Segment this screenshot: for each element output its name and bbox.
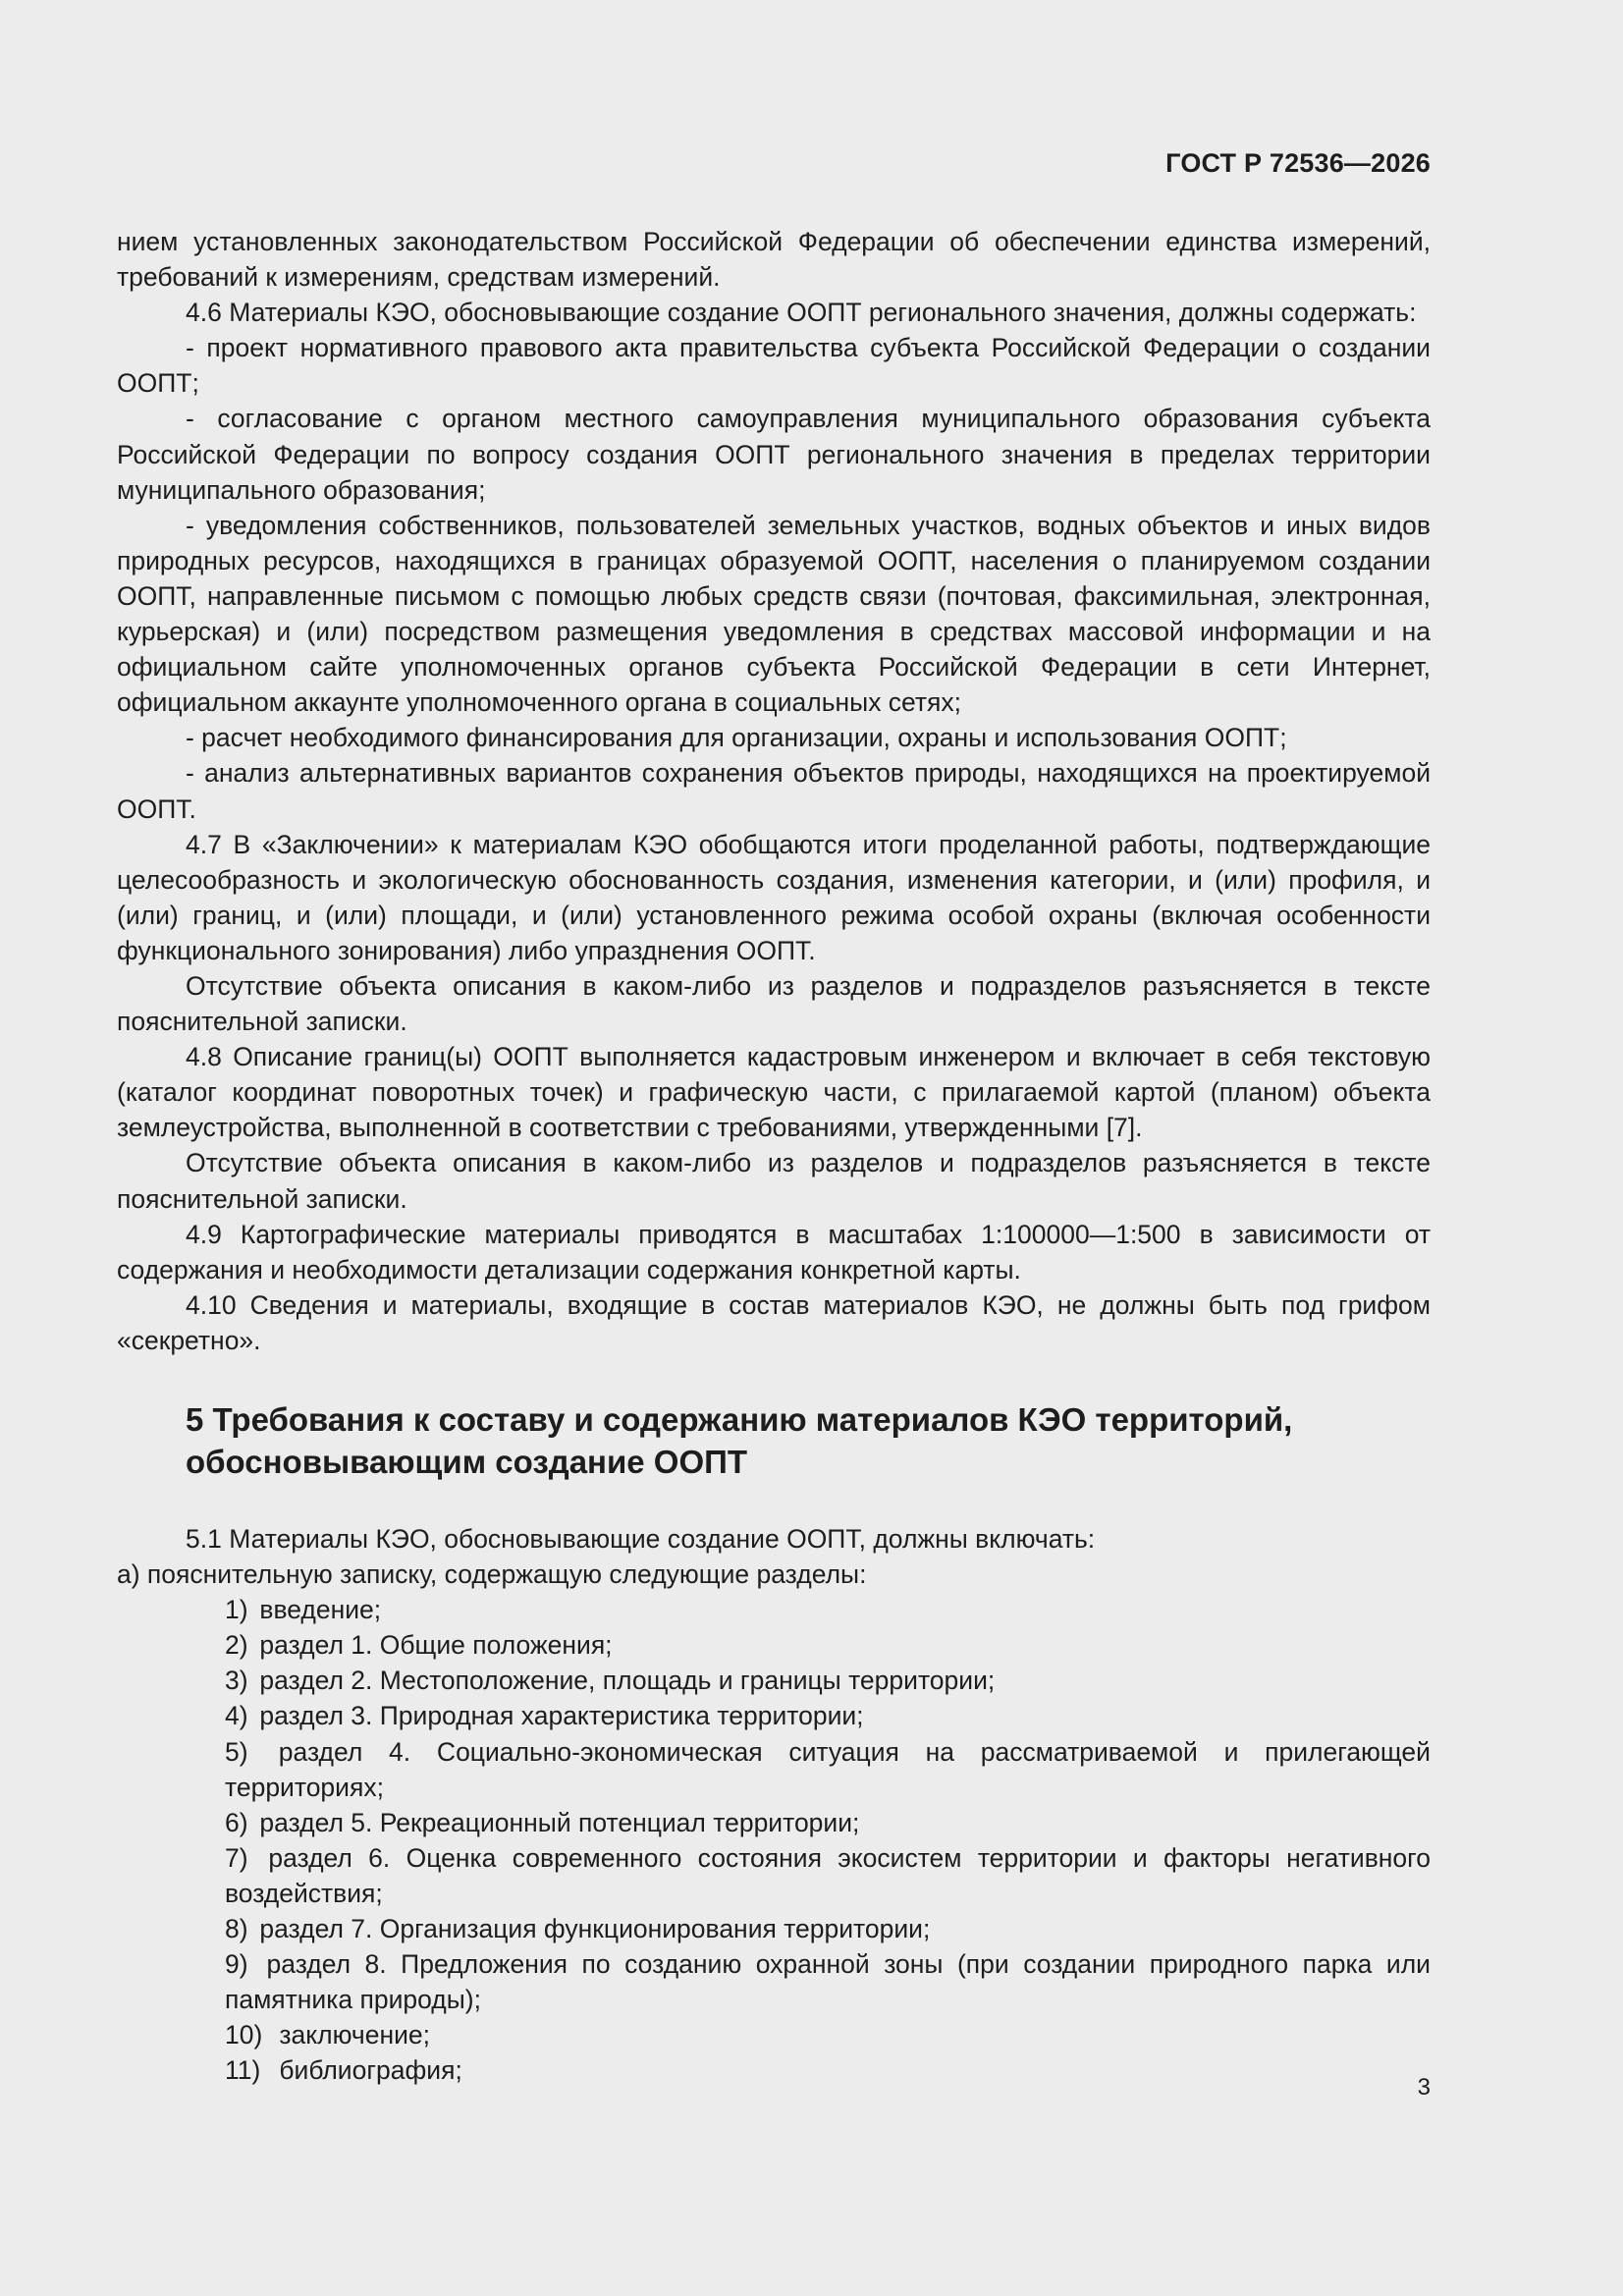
list-item-number: 10): [225, 2020, 263, 2050]
section-5-heading-line-1: 5 Требования к составу и содержанию материалов КЭО территорий,: [186, 1401, 1293, 1438]
list-item-number: 6): [225, 1807, 248, 1837]
list-item-text: раздел 2. Местоположение, площадь и границы территории;: [259, 1666, 996, 1696]
clause-4-8: 4.8 Описание границ(ы) ООПТ выполняется кадастровым инженером и включает в себя текстовую (каталог координат поворотных точек) и графическую части, с прилагаемой картой (планом) объекта землеустройства, выполненной в соответствии с требованиями, утвержденными [7].: [117, 1042, 1431, 1143]
list-item: [225, 1805, 1431, 1840]
clause-4-6-item-2: - согласование с органом местного самоуправления муниципального образования субъекта Российской Федерации по вопросу создания ООПТ регионального значения в пределах территории муниципального образования;: [117, 404, 1431, 505]
document-header: ГОСТ Р 72536—2026: [1165, 148, 1431, 178]
list-item-text: введение;: [259, 1595, 382, 1625]
clause-4-7-note: Отсутствие объекта описания в каком-либо из разделов и подразделов разъясняется в тексте пояснительной записки.: [117, 970, 1431, 1037]
clause-4-7: 4.7 В «Заключении» к материалам КЭО обобщаются итоги проделанной работы, подтверждающие целесообразность и экологическую обоснованность создания, изменения категории, и (или) профиля, и (или) границ, и (или) площади, и (или) установленного режима особой охраны (включая особенности функционального зонирования) либо упразднения ООПТ.: [117, 829, 1431, 965]
list-item: [225, 1627, 1431, 1663]
list-item-number: 11): [225, 2055, 261, 2086]
list-item: [225, 1592, 1431, 1627]
list-item-number: 5): [225, 1736, 248, 1767]
section-5-heading: [186, 1398, 1431, 1483]
clause-4-10: 4.10 Сведения и материалы, входящие в состав материалов КЭО, не должны быть под грифом «секретно».: [117, 1289, 1431, 1355]
list-item-text: раздел 1. Общие положения;: [259, 1630, 613, 1661]
list-item: [225, 2017, 1431, 2052]
list-item: [225, 2052, 1431, 2088]
list-item-text: раздел 4. Социально-экономическая ситуация на рассматриваемой и прилегающей территориях;: [225, 1736, 1431, 1802]
list-item: [225, 1734, 1431, 1805]
list-item-text: заключение;: [279, 2020, 430, 2050]
list-item: [225, 1840, 1431, 1911]
list-item-text: раздел 5. Рекреационный потенциал территории;: [259, 1807, 860, 1837]
clause-4-6-item-5: - анализ альтернативных вариантов сохранения объектов природы, находящихся на проектируемой ООПТ.: [117, 758, 1431, 824]
list-item-number: 2): [225, 1630, 248, 1661]
clause-5-1: 5.1 Материалы КЭО, обосновывающие создание ООПТ, должны включать:: [186, 1524, 1096, 1554]
list-item-number: 3): [225, 1666, 248, 1696]
clause-4-6-item-4: - расчет необходимого финансирования для организации, охраны и использования ООПТ;: [186, 723, 1287, 753]
clause-4-8-note: Отсутствие объекта описания в каком-либо из разделов и подразделов разъясняется в тексте пояснительной записки.: [117, 1148, 1431, 1214]
list-item-text: раздел 3. Природная характеристика территории;: [259, 1701, 864, 1731]
list-item: [225, 1946, 1431, 2017]
list-item: [225, 1911, 1431, 1946]
paragraph-continuation: нием установленных законодательством Российской Федерации об обеспечении единства измерений, требований к измерениям, средствам измерений.: [117, 227, 1431, 293]
clause-4-6-item-1: - проект нормативного правового акта правительства субъекта Российской Федерации о создании ООПТ;: [117, 333, 1431, 399]
list-item-a: а) пояснительную записку, содержащую следующие разделы:: [117, 1559, 867, 1590]
list-item-text: раздел 8. Предложения по созданию охранной зоны (при создании природного парка или памятника природы);: [225, 1949, 1431, 2015]
section-5-heading-line-2: обосновывающим создание ООПТ: [186, 1444, 748, 1480]
list-item-number: 4): [225, 1701, 248, 1731]
clause-4-9: 4.9 Картографические материалы приводятся в масштабах 1:100000—1:500 в зависимости от содержания и необходимости детализации содержания конкретной карты.: [117, 1219, 1431, 1285]
page-body: [117, 224, 1431, 2089]
list-item-number: 9): [225, 1949, 248, 1980]
list-item-text: раздел 6. Оценка современного состояния экосистем территории и факторы негативного воздействия;: [225, 1842, 1431, 1908]
list-item: [225, 1663, 1431, 1698]
page-number: 3: [1417, 2074, 1431, 2101]
list-item-text: библиография;: [279, 2055, 462, 2086]
list-item-number: 8): [225, 1914, 248, 1944]
clause-4-6: 4.6 Материалы КЭО, обосновывающие создание ООПТ регионального значения, должны содержать:: [186, 298, 1417, 328]
list-item-number: 7): [225, 1842, 248, 1873]
clause-4-6-item-3: - уведомления собственников, пользователей земельных участков, водных объектов и иных видов природных ресурсов, находящихся в границах образуемой ООПТ, населения о планируемом создании ООПТ, направленные письмом с помощью любых средств связи (почтовая, факсимильная, электронная, курьерская) и (или) посредством размещения уведомления в средствах массовой информации и на официальном сайте уполномоченных органов субъекта Российской Федерации в сети Интернет, официальном аккаунте уполномоченного органа в социальных сетях;: [117, 510, 1431, 718]
list-item-text: раздел 7. Организация функционирования территории;: [259, 1914, 931, 1944]
list-item-number: 1): [225, 1595, 248, 1625]
list-item: [225, 1698, 1431, 1733]
